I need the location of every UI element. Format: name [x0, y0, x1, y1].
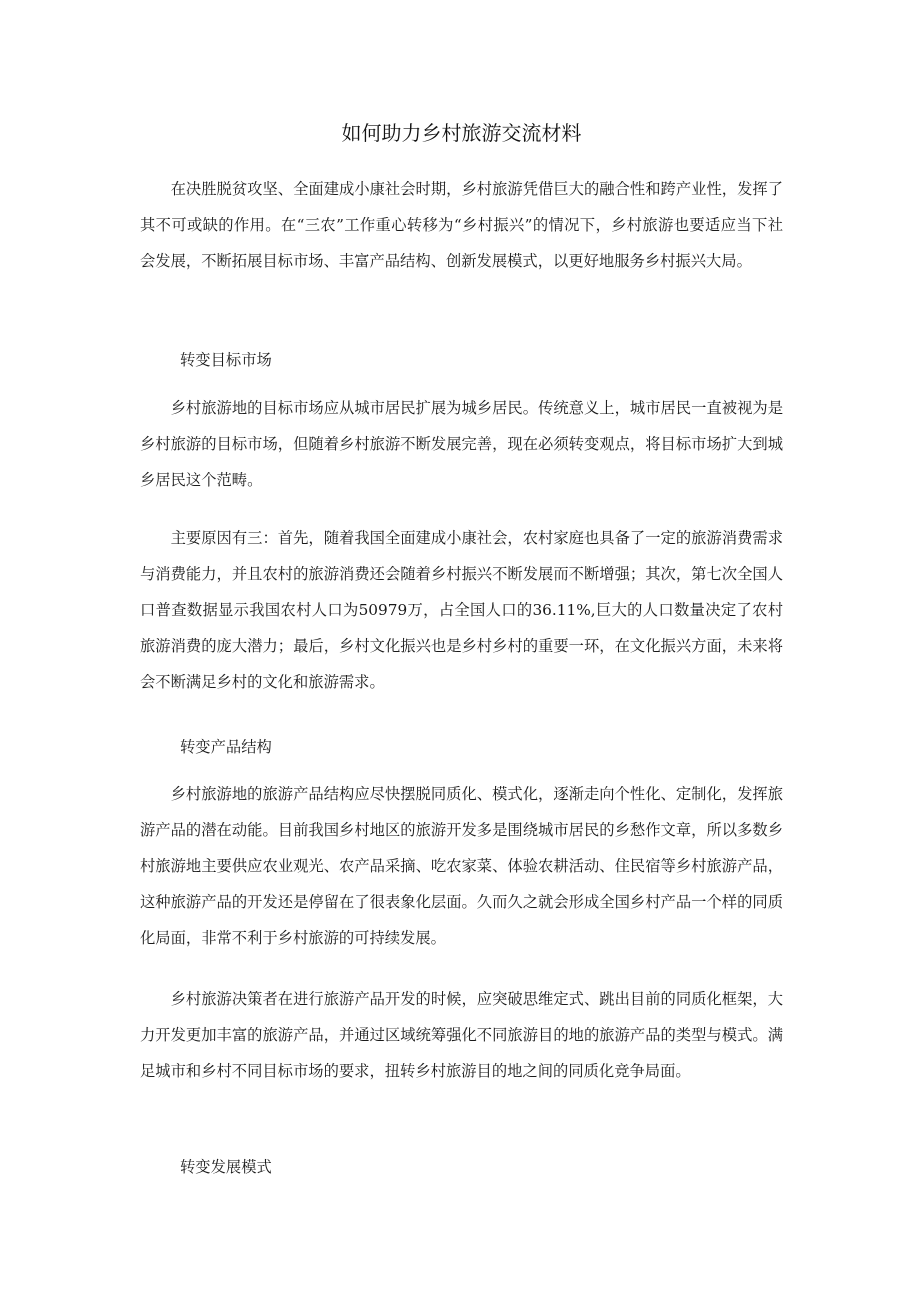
section-heading-development-model: 转变发展模式: [180, 1158, 272, 1176]
paragraph-target-market-2: 主要原因有三：首先，随着我国全面建成小康社会，农村家庭也具备了一定的旅游消费需求与消费能力，并且农村的旅游消费还会随着乡村振兴不断发展而不断增强；其次，第七次全国人口普查数据显示我国农村人口为50979万，占全国人口的36.11%,巨大的人口数量决定了农村旅游消费的庞大潜力；最后，乡村文化振兴也是乡村乡村的重要一环，在文化振兴方面，未来将会不断满足乡村的文化和旅游需求。: [140, 529, 783, 691]
section-heading-product-structure: 转变产品结构: [180, 738, 272, 756]
section-heading-target-market: 转变目标市场: [180, 351, 272, 369]
paragraph-target-market-1: 乡村旅游地的目标市场应从城市居民扩展为城乡居民。传统意义上，城市居民一直被视为是乡村旅游的目标市场，但随着乡村旅游不断发展完善，现在必须转变观点，将目标市场扩大到城乡居民这个范畴。: [140, 399, 783, 489]
intro-paragraph: 在决胜脱贫攻坚、全面建成小康社会时期，乡村旅游凭借巨大的融合性和跨产业性，发挥了其不可或缺的作用。在“三农”工作重心转移为“乡村振兴”的情况下，乡村旅游也要适应当下社会发展，不断拓展目标市场、丰富产品结构、创新发展模式，以更好地服务乡村振兴大局。: [140, 180, 783, 270]
document-title: 如何助力乡村旅游交流材料: [341, 121, 582, 145]
paragraph-product-structure-1: 乡村旅游地的旅游产品结构应尽快摆脱同质化、模式化，逐渐走向个性化、定制化，发挥旅游产品的潜在动能。目前我国乡村地区的旅游开发多是围绕城市居民的乡愁作文章，所以多数乡村旅游地主要供应农业观光、农产品采摘、吃农家菜、体验农耕活动、住民宿等乡村旅游产品，这种旅游产品的开发还是停留在了很表象化层面。久而久之就会形成全国乡村产品一个样的同质化局面，非常不利于乡村旅游的可持续发展。: [140, 785, 783, 947]
paragraph-product-structure-2: 乡村旅游决策者在进行旅游产品开发的时候，应突破思维定式、跳出目前的同质化框架，大力开发更加丰富的旅游产品，并通过区域统筹强化不同旅游目的地的旅游产品的类型与模式。满足城市和乡村不同目标市场的要求，扭转乡村旅游目的地之间的同质化竞争局面。: [140, 990, 783, 1080]
